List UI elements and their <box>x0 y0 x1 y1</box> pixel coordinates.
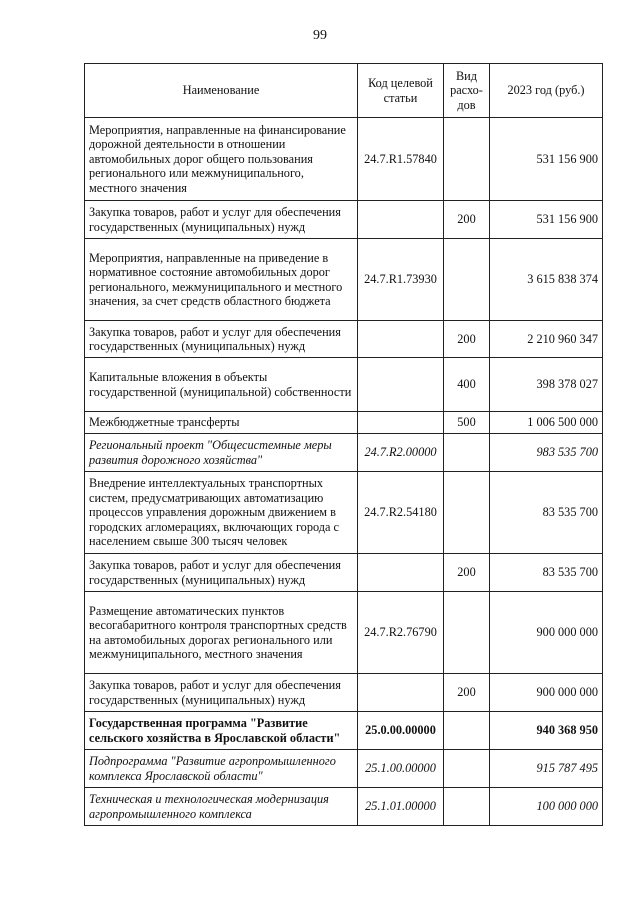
cell-name: Подпрограмма "Развитие агропромышленного комплекса Ярославской области" <box>85 750 358 788</box>
cell-type: 200 <box>444 321 490 358</box>
table-row <box>85 712 603 750</box>
header-type: Вид расхо-дов <box>444 64 490 118</box>
cell-type <box>444 472 490 554</box>
header-code: Код целевой статьи <box>358 64 444 118</box>
cell-amount: 83 535 700 <box>490 472 603 554</box>
budget-table <box>84 63 603 826</box>
cell-code: 24.7.R2.00000 <box>358 434 444 472</box>
cell-type <box>444 592 490 674</box>
cell-code: 25.1.00.00000 <box>358 750 444 788</box>
table-header-row <box>85 64 603 118</box>
cell-amount: 100 000 000 <box>490 788 603 826</box>
cell-name: Государственная программа "Развитие сельского хозяйства в Ярославской области" <box>85 712 358 750</box>
cell-amount: 1 006 500 000 <box>490 412 603 434</box>
table-row <box>85 592 603 674</box>
cell-type <box>444 712 490 750</box>
page-number: 99 <box>313 28 327 43</box>
cell-code <box>358 201 444 239</box>
cell-name: Региональный проект "Общесистемные меры развития дорожного хозяйства" <box>85 434 358 472</box>
cell-amount: 2 210 960 347 <box>490 321 603 358</box>
table-row <box>85 201 603 239</box>
cell-name: Внедрение интеллектуальных транспортных систем, предусматривающих автоматизацию процессов управления дорожным движением в городских агломерациях, включающих города с населением свыше 300 тысяч человек <box>85 472 358 554</box>
cell-code: 24.7.R1.73930 <box>358 239 444 321</box>
cell-name: Размещение автоматических пунктов весогабаритного контроля транспортных средств на автомобильных дорогах регионального или межмуниципального, местного значения <box>85 592 358 674</box>
cell-code: 24.7.R1.57840 <box>358 118 444 201</box>
table-row <box>85 554 603 592</box>
cell-type: 200 <box>444 554 490 592</box>
cell-name: Мероприятия, направленные на финансирование дорожной деятельности в отношении автомобильных дорог общего пользования регионального или межмуниципального, местного значения <box>85 118 358 201</box>
header-amount: 2023 год (руб.) <box>490 64 603 118</box>
cell-name: Техническая и технологическая модернизация агропромышленного комплекса <box>85 788 358 826</box>
table-row <box>85 412 603 434</box>
cell-name: Закупка товаров, работ и услуг для обеспечения государственных (муниципальных) нужд <box>85 201 358 239</box>
cell-code: 25.1.01.00000 <box>358 788 444 826</box>
cell-type <box>444 788 490 826</box>
cell-code <box>358 321 444 358</box>
cell-code: 24.7.R2.76790 <box>358 592 444 674</box>
cell-code <box>358 358 444 412</box>
cell-name: Мероприятия, направленные на приведение в нормативное состояние автомобильных дорог регионального, межмуниципального и местного значения, за счет средств областного бюджета <box>85 239 358 321</box>
cell-amount: 531 156 900 <box>490 118 603 201</box>
table-row <box>85 434 603 472</box>
cell-name: Закупка товаров, работ и услуг для обеспечения государственных (муниципальных) нужд <box>85 554 358 592</box>
cell-amount: 940 368 950 <box>490 712 603 750</box>
cell-amount: 915 787 495 <box>490 750 603 788</box>
table-row <box>85 321 603 358</box>
cell-code <box>358 412 444 434</box>
cell-type: 500 <box>444 412 490 434</box>
cell-type <box>444 239 490 321</box>
cell-amount: 900 000 000 <box>490 592 603 674</box>
cell-type <box>444 434 490 472</box>
cell-amount: 531 156 900 <box>490 201 603 239</box>
cell-type <box>444 118 490 201</box>
cell-amount: 83 535 700 <box>490 554 603 592</box>
table-row <box>85 472 603 554</box>
table-row <box>85 118 603 201</box>
header-name: Наименование <box>85 64 358 118</box>
table-row <box>85 788 603 826</box>
cell-code <box>358 674 444 712</box>
cell-name: Закупка товаров, работ и услуг для обеспечения государственных (муниципальных) нужд <box>85 674 358 712</box>
cell-type: 400 <box>444 358 490 412</box>
cell-amount: 398 378 027 <box>490 358 603 412</box>
cell-code <box>358 554 444 592</box>
table-row <box>85 674 603 712</box>
cell-name: Межбюджетные трансферты <box>85 412 358 434</box>
cell-amount: 900 000 000 <box>490 674 603 712</box>
cell-type <box>444 750 490 788</box>
table-body <box>85 118 603 826</box>
cell-name: Закупка товаров, работ и услуг для обеспечения государственных (муниципальных) нужд <box>85 321 358 358</box>
cell-amount: 3 615 838 374 <box>490 239 603 321</box>
cell-name: Капитальные вложения в объекты государственной (муниципальной) собственности <box>85 358 358 412</box>
cell-code: 24.7.R2.54180 <box>358 472 444 554</box>
table-row <box>85 358 603 412</box>
table-row <box>85 239 603 321</box>
cell-type: 200 <box>444 201 490 239</box>
cell-amount: 983 535 700 <box>490 434 603 472</box>
cell-type: 200 <box>444 674 490 712</box>
table-row <box>85 750 603 788</box>
cell-code: 25.0.00.00000 <box>358 712 444 750</box>
